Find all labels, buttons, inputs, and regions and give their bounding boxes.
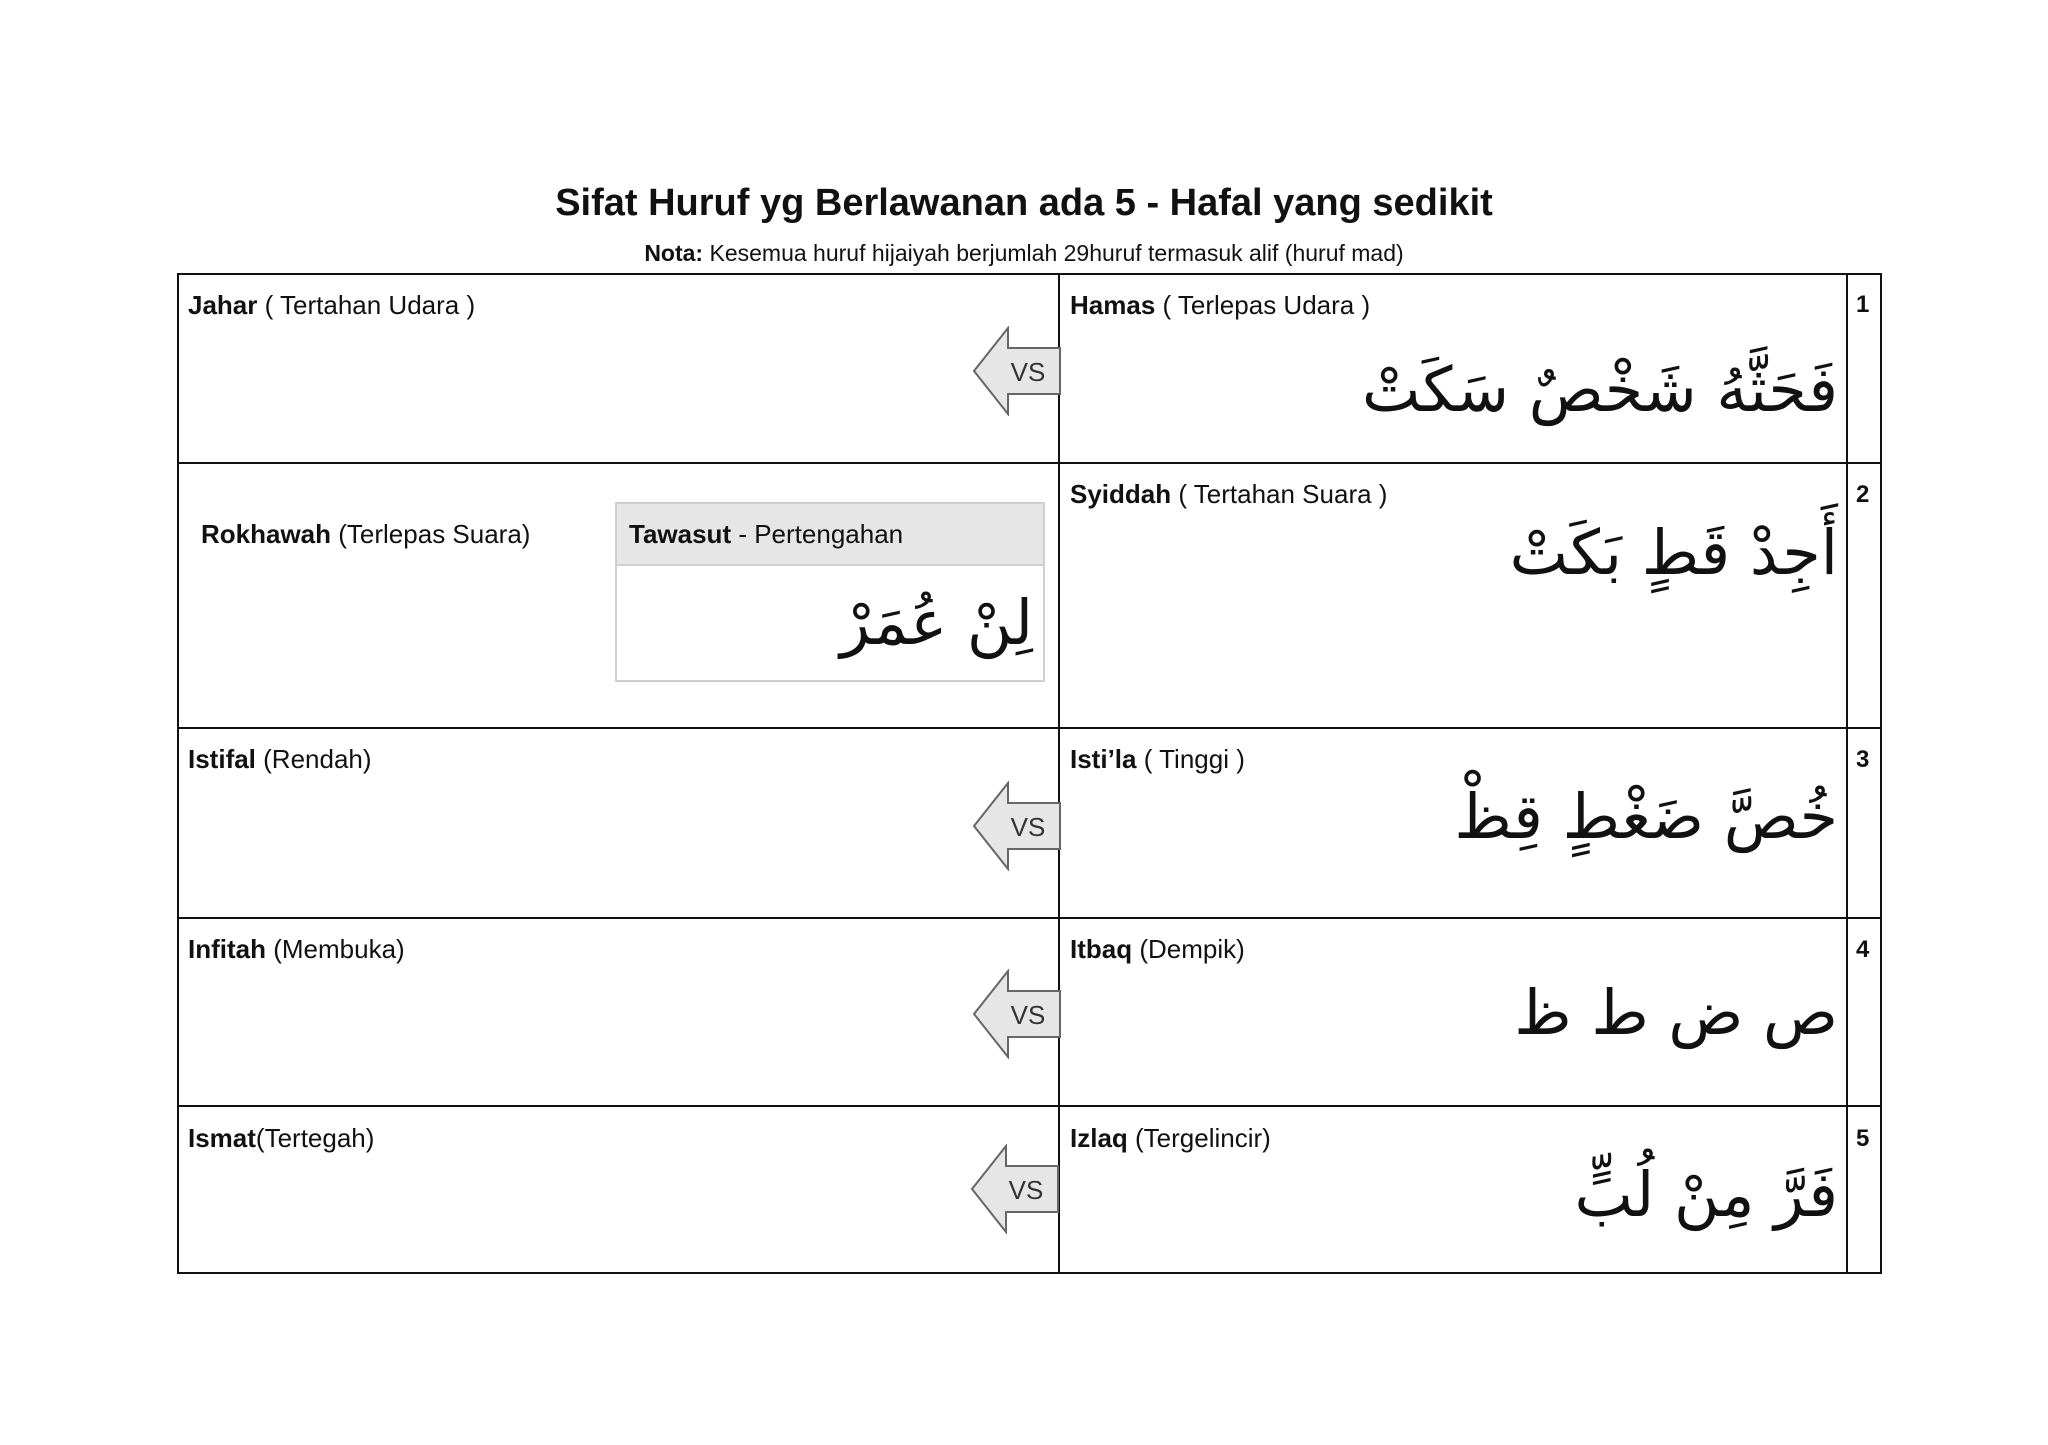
note-text: Kesemua huruf hijaiyah berjumlah 29huruf termasuk alif (huruf mad) — [703, 240, 1404, 266]
row-4-left-desc: (Membuka) — [266, 934, 405, 964]
row-3-left-desc: (Rendah) — [255, 744, 372, 774]
tawasut-header — [617, 504, 1043, 566]
table-row-divider — [177, 462, 1882, 464]
row-1-number: 1 — [1856, 291, 1870, 318]
table-border-left — [177, 273, 179, 1274]
row-4-left-name: Infitah — [188, 934, 266, 964]
note-line — [0, 238, 2048, 268]
vs-arrow-icon — [972, 969, 1062, 1059]
vs-label: VS — [1010, 357, 1046, 387]
row-5-right-label — [1070, 1121, 1271, 1155]
vs-label: VS — [1008, 1175, 1044, 1205]
table-row-divider — [177, 1105, 1882, 1107]
row-3-left-label — [188, 742, 372, 776]
row-1-right-name: Hamas — [1070, 290, 1156, 320]
row-4-right-desc: (Dempik) — [1132, 934, 1245, 964]
row-2-left-desc: (Terlepas Suara) — [331, 519, 531, 549]
row-2-right-desc: ( Tertahan Suara ) — [1171, 479, 1388, 509]
row-5-arabic-text: فَرَّ مِنْ لُبٍّ — [1574, 1158, 1838, 1231]
table-border-bottom — [177, 1272, 1882, 1274]
row-1-arabic-text: فَحَثَّهُ شَخْصٌ سَكَتْ — [1361, 353, 1838, 426]
vs-label: VS — [1010, 1000, 1046, 1030]
row-5-right-desc: (Tergelincir) — [1127, 1123, 1271, 1153]
vs-arrow-icon — [970, 1144, 1060, 1234]
table-row-divider — [177, 727, 1882, 729]
row-1-right-desc: ( Terlepas Udara ) — [1155, 290, 1371, 320]
vs-arrow-icon — [972, 781, 1062, 871]
tawasut-desc: - Pertengahan — [731, 519, 904, 549]
row-1-left-desc: ( Tertahan Udara ) — [257, 290, 476, 320]
table-border-right — [1880, 273, 1882, 1274]
row-2-right-label — [1070, 477, 1387, 511]
note-label: Nota: — [644, 240, 704, 266]
row-3-arabic-text: خُصَّ ضَغْطٍ قِظْ — [1454, 780, 1838, 853]
row-3-right-name: Isti’la — [1070, 744, 1137, 774]
row-2-arabic-text: أَجِدْ قَطٍ بَكَتْ — [1509, 516, 1838, 589]
row-5-left-name: Ismat — [188, 1123, 256, 1153]
row-2-right-name: Syiddah — [1070, 479, 1172, 509]
tawasut-name: Tawasut — [629, 519, 732, 549]
row-3-left-name: Istifal — [188, 744, 256, 774]
row-3-right-desc: ( Tinggi ) — [1136, 744, 1245, 774]
vs-label: VS — [1010, 812, 1046, 842]
tawasut-box — [615, 502, 1045, 682]
row-4-arabic-text: ص ض ط ظ — [1514, 976, 1838, 1049]
row-4-left-label — [188, 932, 405, 966]
page-title: Sifat Huruf yg Berlawanan ada 5 - Hafal yang sedikit — [555, 182, 1493, 224]
row-5-right-name: Izlaq — [1070, 1123, 1128, 1153]
table-column-divider — [1058, 273, 1060, 1274]
table-number-divider — [1846, 273, 1848, 1274]
tawasut-arabic-text: لِنْ عُمَرْ — [840, 586, 1033, 659]
row-2-number: 2 — [1856, 481, 1870, 508]
row-1-right-label — [1070, 288, 1370, 322]
table-row-divider — [177, 917, 1882, 919]
row-4-number: 4 — [1856, 936, 1870, 963]
row-5-number: 5 — [1856, 1125, 1870, 1152]
table-border-top — [177, 273, 1882, 275]
vs-arrow-icon — [972, 326, 1062, 416]
row-5-left-desc: (Tertegah) — [255, 1123, 375, 1153]
row-2-left-label — [201, 517, 530, 551]
row-1-left-label — [188, 288, 475, 322]
row-3-right-label — [1070, 742, 1245, 776]
row-1-left-name: Jahar — [188, 290, 258, 320]
row-3-number: 3 — [1856, 746, 1870, 773]
row-5-left-label — [188, 1121, 374, 1155]
row-4-right-label — [1070, 932, 1245, 966]
row-4-right-name: Itbaq — [1070, 934, 1133, 964]
row-2-left-name: Rokhawah — [201, 519, 332, 549]
